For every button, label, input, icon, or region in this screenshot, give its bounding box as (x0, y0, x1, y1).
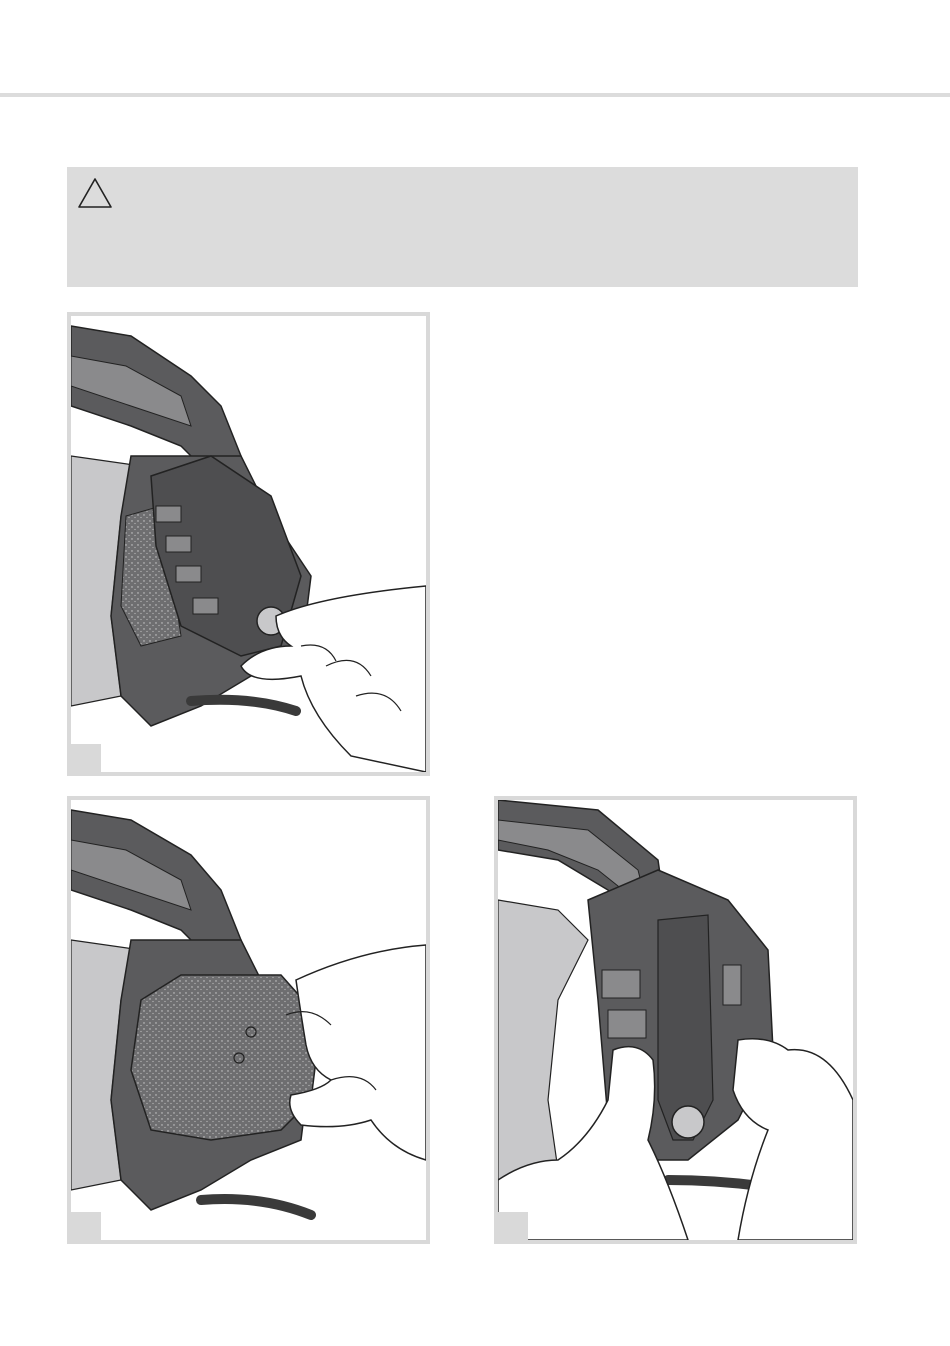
illustration-filter-housing (498, 800, 853, 1240)
figure-number-tab (71, 1212, 101, 1240)
top-rule (0, 93, 950, 97)
illustration-remove-foam (71, 800, 426, 1240)
figure-filter-housing (494, 796, 857, 1244)
illustration-press-release (71, 316, 426, 772)
figure-number-tab (71, 744, 101, 772)
figure-remove-foam-filter (67, 796, 430, 1244)
figure-number-tab (498, 1212, 528, 1240)
warning-box (67, 167, 858, 287)
warning-triangle-icon (77, 177, 113, 209)
figure-press-release-button (67, 312, 430, 776)
